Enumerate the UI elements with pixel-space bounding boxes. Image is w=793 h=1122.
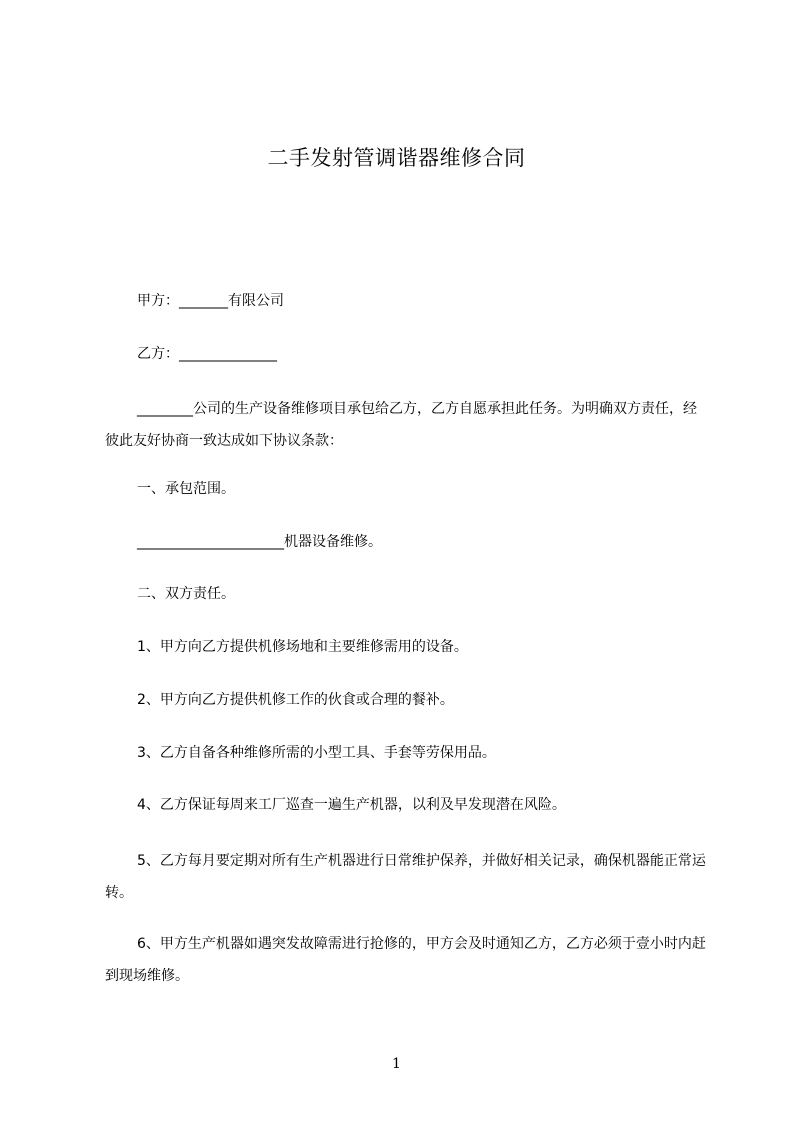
page-number: 1 bbox=[392, 1056, 401, 1072]
responsibility-item-5: 5、乙方每月要定期对所有生产机器进行日常维护保养，并做好相关记录，确保机器能正常运转。 bbox=[105, 853, 706, 901]
intro-paragraph: ________公司的生产设备维修项目承包给乙方，乙方自愿承担此任务。为明确双方责任，经彼此友好协商一致达成如下协议条款： bbox=[105, 401, 697, 449]
section-1-body: _____________________机器设备维修。 bbox=[137, 534, 382, 550]
responsibility-item-6: 6、甲方生产机器如遇突发故障需进行抢修的，甲方会及时通知乙方，乙方必须于壹小时内赶到现场维修。 bbox=[105, 936, 706, 984]
responsibility-item-3: 3、乙方自备各种维修所需的小型工具、手套等劳保用品。 bbox=[137, 745, 496, 761]
party-b-line: 乙方：______________ bbox=[137, 346, 277, 362]
responsibility-item-2: 2、甲方向乙方提供机修工作的伙食或合理的餐补。 bbox=[137, 692, 454, 708]
responsibility-item-1: 1、甲方向乙方提供机修场地和主要维修需用的设备。 bbox=[137, 639, 468, 655]
section-2-heading: 二、双方责任。 bbox=[137, 586, 235, 602]
section-1-heading: 一、承包范围。 bbox=[137, 481, 235, 497]
responsibility-item-4: 4、乙方保证每周来工厂巡查一遍生产机器，以利及早发现潜在风险。 bbox=[137, 797, 566, 813]
document-title: 二手发射管调谐器维修合同 bbox=[267, 146, 526, 170]
party-a-line: 甲方：_______有限公司 bbox=[137, 293, 284, 309]
